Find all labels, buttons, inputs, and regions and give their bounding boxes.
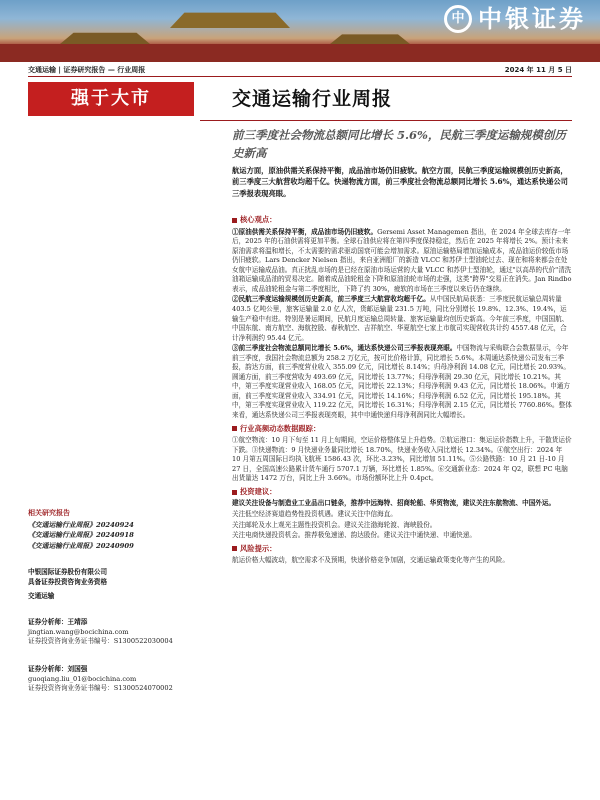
related-report-item[interactable]: 《交通运输行业周报》20240924 — [28, 521, 134, 530]
analyst-email[interactable]: jingtian.wang@bocichina.com — [28, 627, 129, 636]
analyst-name: 证券分析师：王靖添 — [28, 618, 88, 626]
investment-point-3: 关注邮轮及水上观光主题性投资机会。建议关注渤海轮渡、海峡股份。 — [232, 520, 437, 529]
section-risk-heading: 风险提示： — [232, 544, 572, 555]
bullet-square-icon — [232, 490, 237, 495]
risk-text: 航运价格大幅波动，航空需求不及预期，快递价格竞争加剧，交通运输政策变化等产生的风险。 — [232, 556, 509, 565]
section-core-heading: 核心观点： — [232, 215, 572, 226]
related-report-item[interactable]: 《交通运输行业周报》20240918 — [28, 531, 134, 540]
firm-info — [28, 568, 218, 602]
analyst-cert: 证券投资咨询业务证书编号：S1300522030004 — [28, 637, 173, 646]
investment-point-4: 关注电商快递投资机会。推荐极兔速递、韵达股份。建议关注中通快递、申通快递。 — [232, 531, 476, 540]
bullet-square-icon — [232, 426, 237, 431]
bullet-square-icon — [232, 218, 237, 223]
report-category: 交通运输 | 证券研究报告 — 行业周报 — [28, 65, 146, 74]
logo-mark-icon: 中 — [444, 5, 472, 33]
sector-name: 交通运输 — [28, 592, 55, 601]
related-reports-heading: 相关研究报告 — [28, 508, 70, 517]
logo-text: 中银证券 — [478, 5, 586, 33]
header-banner — [0, 0, 600, 62]
investment-point-1: 建议关注设备与制造业工业品出口链条，推荐中远海特、招商轮船、华贸物流，建议关注东航物流、中国外运。 — [232, 499, 556, 508]
analyst-cert: 证券投资咨询业务证书编号：S1300524070002 — [28, 684, 173, 693]
palace-wall-image — [0, 44, 600, 62]
analyst-email[interactable]: guoqiang.liu_01@bocichina.com — [28, 674, 137, 683]
core-point-2: ②民航三季度运输规模创历史新高，前三季度三大航营收均超千亿。从中国民航局获悉：三季度民航运输总周转量 403.5 亿吨公里，旅客运输量 2.0 亿人次，货邮运输量 231.5 万吨，同比分别增长 19.8%、12.3%、19.4%，运输生产稳中有进。特别是暑运期间，民航月度运输总周转量、旅客运输量均创历史新高。今年前三季度，中国国航、中国东航、南方航空、海航控股、春秋航空、吉祥航空、华夏航空七家上市航司实现营收共计约 4557.48 亿元，合计净利润约 95.44 亿元。 — [232, 295, 569, 342]
analyst-name: 证券分析师：刘国强 — [28, 665, 88, 673]
report-date: 2024 年 11 月 5 日 — [504, 65, 572, 74]
company-logo — [444, 2, 586, 37]
title-divider — [200, 120, 572, 121]
core-point-1: ①原油供需关系保持平衡，成品油市场仍旧疲软。Gersemi Asset Managemen 指出，在 2024 年全球去库存一年后，2025 年的石油供需将更加平衡。全球石油供应将在第四季度保持稳定，然后在 2025 年将增长 2%。预计未来原油需求将温和增长，不太需要的需求驱动国衰可能会增加需求。原油运输格局增加运输成本，成品油运价较低市场仍旧疲软。Lars Dencker Nielsen 指出，来自亚洲船厂的新造 VLCC 和苏伊士型油轮过去、现在和将来都会在处女航中运输成品油。真正扰乱市场的是已经在原油市场运营的大量 VLCC 和苏伊士型油轮，通过"以高昂的代价"清洗油箱运输成品油的贸易决定。随着成品油轮租金下降和原油油轮市场的走强，这类"跨界"交易正在消失。Jan Rindbo 表示，成品油轮租金与第二季度相比，下降了约 30%，疲软的市场在三季度以来后仍在继续。 — [232, 227, 572, 293]
summary-intro: 航运方面，原油供需关系保持平衡，成品油市场仍旧疲软。航空方面，民航三季度运输规模创历史新高，前三季度三大航营收均超千亿。快递物流方面，前三季度社会物流总额同比增长 5.6%，通达系快递公司三季报表现亮眼。 — [232, 166, 568, 198]
palace-roof-image-left — [60, 30, 150, 44]
report-title: 交通运输行业周报 — [232, 88, 393, 110]
related-report-item[interactable]: 《交通运输行业周报》20240909 — [28, 541, 134, 550]
firm-qualification: 具备证券投资咨询业务资格 — [28, 577, 108, 586]
main-content — [232, 212, 572, 567]
section-tracking-heading: 行业高频动态数据跟踪： — [232, 424, 572, 435]
analyst-1 — [28, 618, 218, 647]
report-subtitle: 前三季度社会物流总额同比增长 5.6%，民航三季度运输规模创历史新高 — [232, 128, 566, 160]
analyst-2 — [28, 665, 218, 694]
firm-name: 中银国际证券股份有限公司 — [28, 568, 108, 576]
tracking-text: ①航空物流：10 月下旬至 11 月上旬期间，空运价格整体呈上升趋势。②航运港口：集运运价指数上升，干散货运价下跌。③快递物流：9 月快递业务量同比增长 18.70%，快递业务收入同比增长 12.34%。④航空出行：2024 年 10 月第五周国际日均执飞航班 1586.43 次，环比-3.23%，同比增加 51.11%。⑤公路铁路：10 月 21 日-10 月 27 日，全国高速公路累计货车通行 5707.1 万辆，环比增长 1.85%。⑥交通新业态：2024 年 Q2，联想 PC 电脑出货量达 1472 万台，同比上升 3.66%。市场份额环比上升 0.4pct。 — [232, 436, 572, 483]
core-point-3: ③前三季度社会物流总额同比增长 5.6%，通达系快递公司三季报表现亮眼。中国物流与采购联合会数据显示，今年前三季度，我国社会物流总额为 258.2 万亿元，按可比价格计算，同比增长 5.6%。本周通达系快递公司发布三季报，韵达方面，前三季度营业收入 355.09 亿元，同比增长 8.14%；归母净利润 14.08 亿元，同比增长 20.93%。圆通方面，前三季度营收为 493.69 亿元，同比增长 13.77%；归母净利润 29.30 亿元，同比增长 10.21%。其中，第三季度实现营业收入 168.05 亿元，同比增长 22.13%；归母净利润 9.43 亿元，同比增长 18.06%。申通方面，前三季度实现营业收入 334.91 亿元，同比增长 14.16%；归母净利润 6.52 亿元，同比增长 195.18%。其中，第三季度实现营业收入 119.22 亿元，同比增长 16.31%；归母净利润 2.15 亿元，同比增长 7760.86%。整体来看，通达系快递公司三季报表现亮眼，其中申通快递归母净利润同比大幅增长。 — [232, 344, 572, 419]
rating-badge: 强于大市 — [28, 82, 194, 116]
related-reports — [28, 508, 218, 551]
palace-roof-image — [170, 6, 290, 28]
report-info-bar — [28, 64, 572, 77]
bullet-square-icon — [232, 546, 237, 551]
section-investment-heading: 投资建议： — [232, 487, 572, 498]
investment-point-2: 关注低空经济赛道趋势性投资机遇。建议关注中信海直。 — [232, 509, 397, 518]
palace-roof-image-right — [330, 32, 410, 44]
